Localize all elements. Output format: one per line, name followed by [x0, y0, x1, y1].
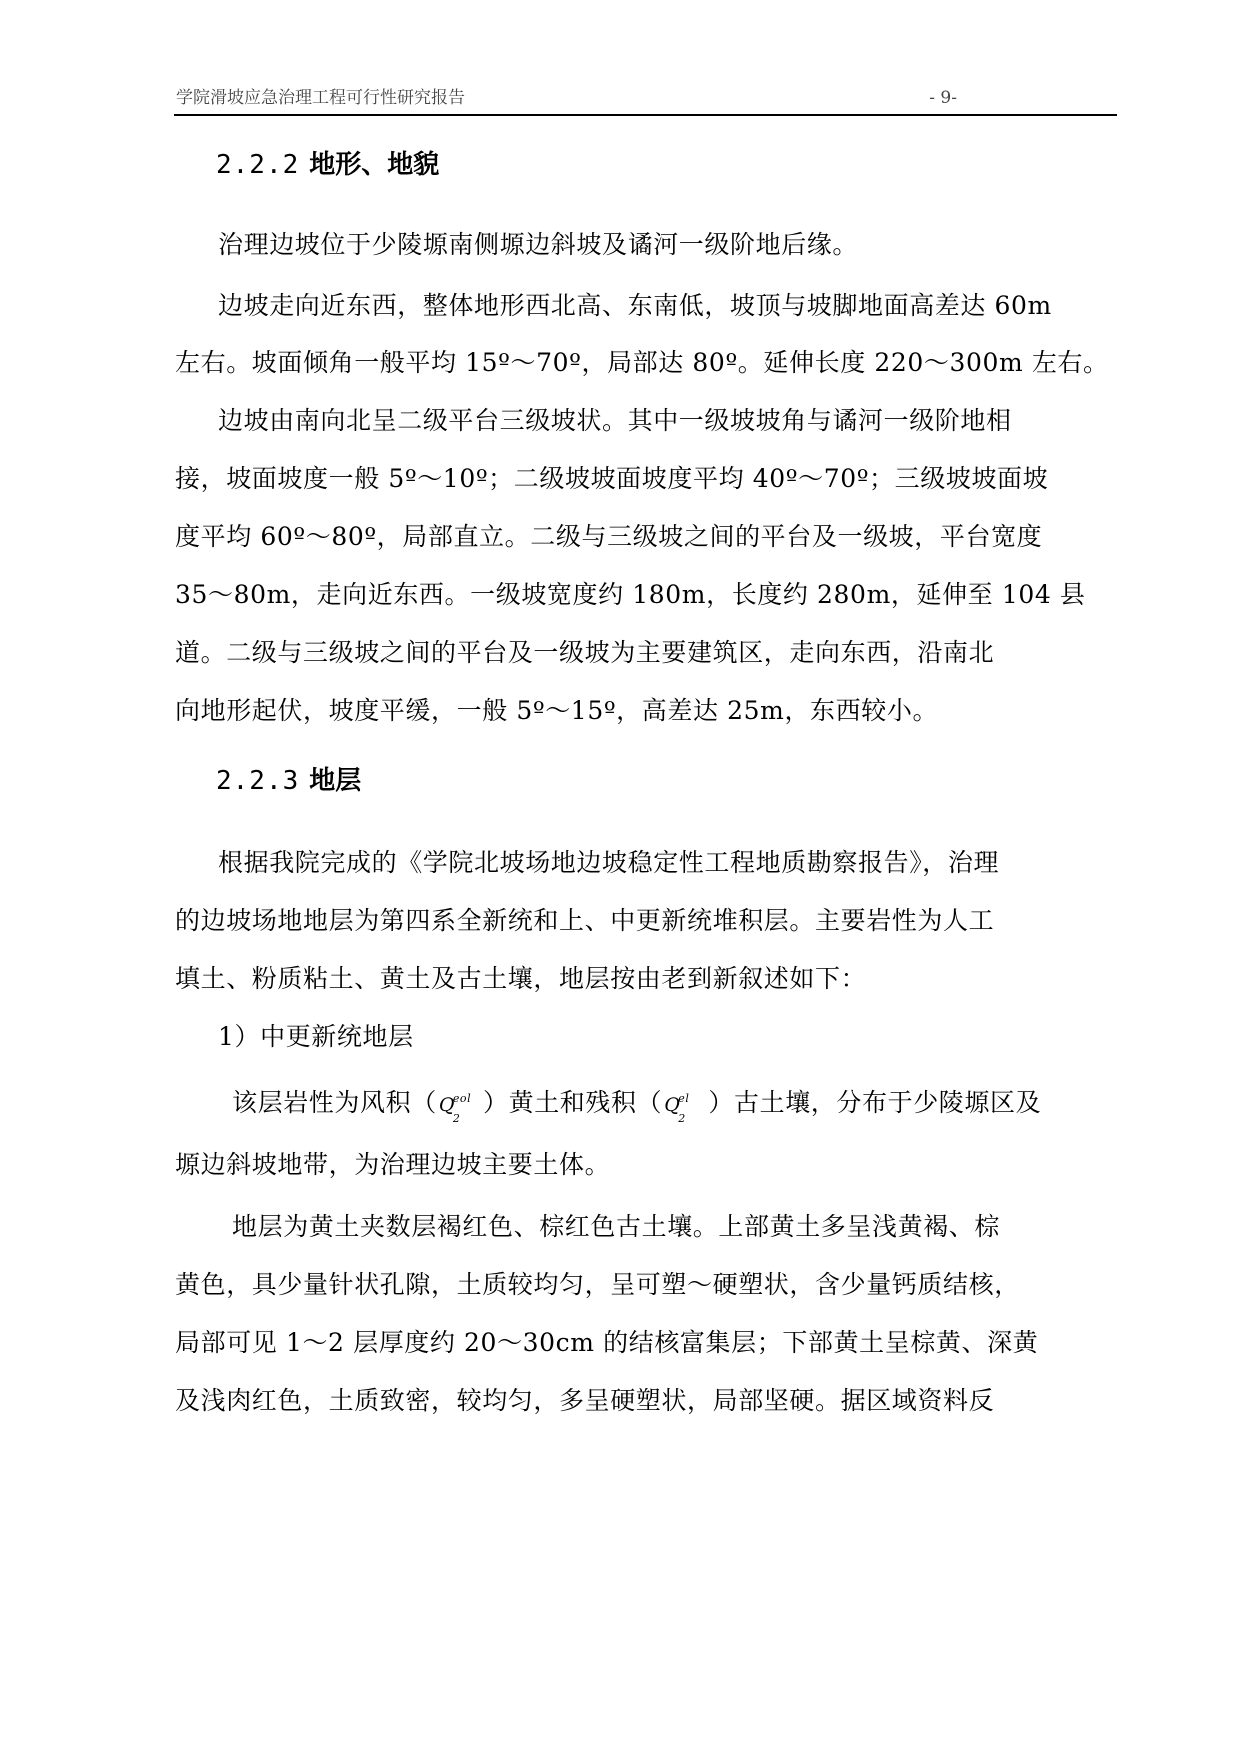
- section-heading-2-2-2: [216, 148, 439, 182]
- paragraph-line: 向地形起伏，坡度平缓，一般 5º～15º，高差达 25m，东西较小。: [175, 696, 939, 725]
- section-heading-2-2-3: [216, 764, 361, 798]
- text-fragment: ）黄土和残积（: [483, 1088, 663, 1117]
- paragraph-line: 左右。坡面倾角一般平均 15º～70º，局部达 80º。延伸长度 220～300m 左右。: [175, 348, 1109, 377]
- formula-superscript: eol: [452, 1092, 472, 1105]
- paragraph-line: 道。二级与三级坡之间的平台及一级坡为主要建筑区，走向东西，沿南北: [175, 638, 995, 667]
- section-title: 地形、地貌: [309, 150, 440, 180]
- formula-subscript: 2: [452, 1112, 461, 1125]
- paragraph-line: 边坡走向近东西，整体地形西北高、东南低，坡顶与坡脚地面高差达 60m: [218, 291, 1052, 320]
- paragraph-line: 黄色，具少量针状孔隙，土质较均匀，呈可塑～硬塑状，含少量钙质结核，: [175, 1270, 1020, 1299]
- paragraph-line: 塬边斜坡地带，为治理边坡主要土体。: [175, 1150, 611, 1179]
- list-item: 1）中更新统地层: [218, 1022, 414, 1051]
- section-number: 2.2.3: [216, 766, 300, 796]
- paragraph-line: 局部可见 1～2 层厚度约 20～30cm 的结核富集层；下部黄土呈棕黄、深黄: [175, 1328, 1039, 1357]
- paragraph-line: 地层为黄土夹数层褐红色、棕红色古土壤。上部黄土多呈浅黄褐、棕: [232, 1212, 1001, 1241]
- paragraph-line: 填土、粉质粘土、黄土及古土壤，地层按由老到新叙述如下：: [175, 964, 867, 993]
- page-header: [174, 86, 1117, 116]
- paragraph-line: 根据我院完成的《学院北坡场地边坡稳定性工程地质勘察报告》，治理: [218, 848, 1000, 877]
- paragraph-line: 边坡由南向北呈二级平台三级坡状。其中一级坡坡角与谲河一级阶地相: [218, 406, 1012, 435]
- paragraph-line: 35～80m，走向近东西。一级坡宽度约 180m，长度约 280m，延伸至 104 县: [175, 580, 1086, 609]
- paragraph-line: 的边坡场地地层为第四系全新统和上、中更新统堆积层。主要岩性为人工: [175, 906, 995, 935]
- paragraph-line: 接，坡面坡度一般 5º～10º；二级坡坡面坡度平均 40º～70º；三级坡坡面坡: [175, 464, 1049, 493]
- section-number: 2.2.2: [216, 150, 300, 180]
- formula-superscript: el: [678, 1092, 690, 1105]
- paragraph-line: 度平均 60º～80º，局部直立。二级与三级坡之间的平台及一级坡，平台宽度: [175, 522, 1043, 551]
- page-number: - 9-: [929, 88, 957, 108]
- header-title: 学院滑坡应急治理工程可行性研究报告: [176, 88, 465, 108]
- text-fragment: ）古土壤，分布于少陵塬区及: [708, 1088, 1042, 1117]
- formula-subscript: 2: [678, 1112, 686, 1125]
- paragraph-line: 治理边坡位于少陵塬南侧塬边斜坡及谲河一级阶地后缘。: [218, 230, 859, 259]
- paragraph-line: 及浅肉红色，土质致密，较均匀，多呈硬塑状，局部坚硬。据区域资料反: [175, 1386, 995, 1415]
- formula-base: Q: [438, 1094, 455, 1116]
- formula-base: Q: [664, 1094, 681, 1116]
- formula-q2-eol: [437, 1088, 483, 1125]
- formula-q2-el: [662, 1088, 708, 1125]
- text-fragment: 该层岩性为风积（: [232, 1088, 437, 1117]
- section-title: 地层: [309, 766, 362, 796]
- paragraph-line-formula: [232, 1086, 1042, 1125]
